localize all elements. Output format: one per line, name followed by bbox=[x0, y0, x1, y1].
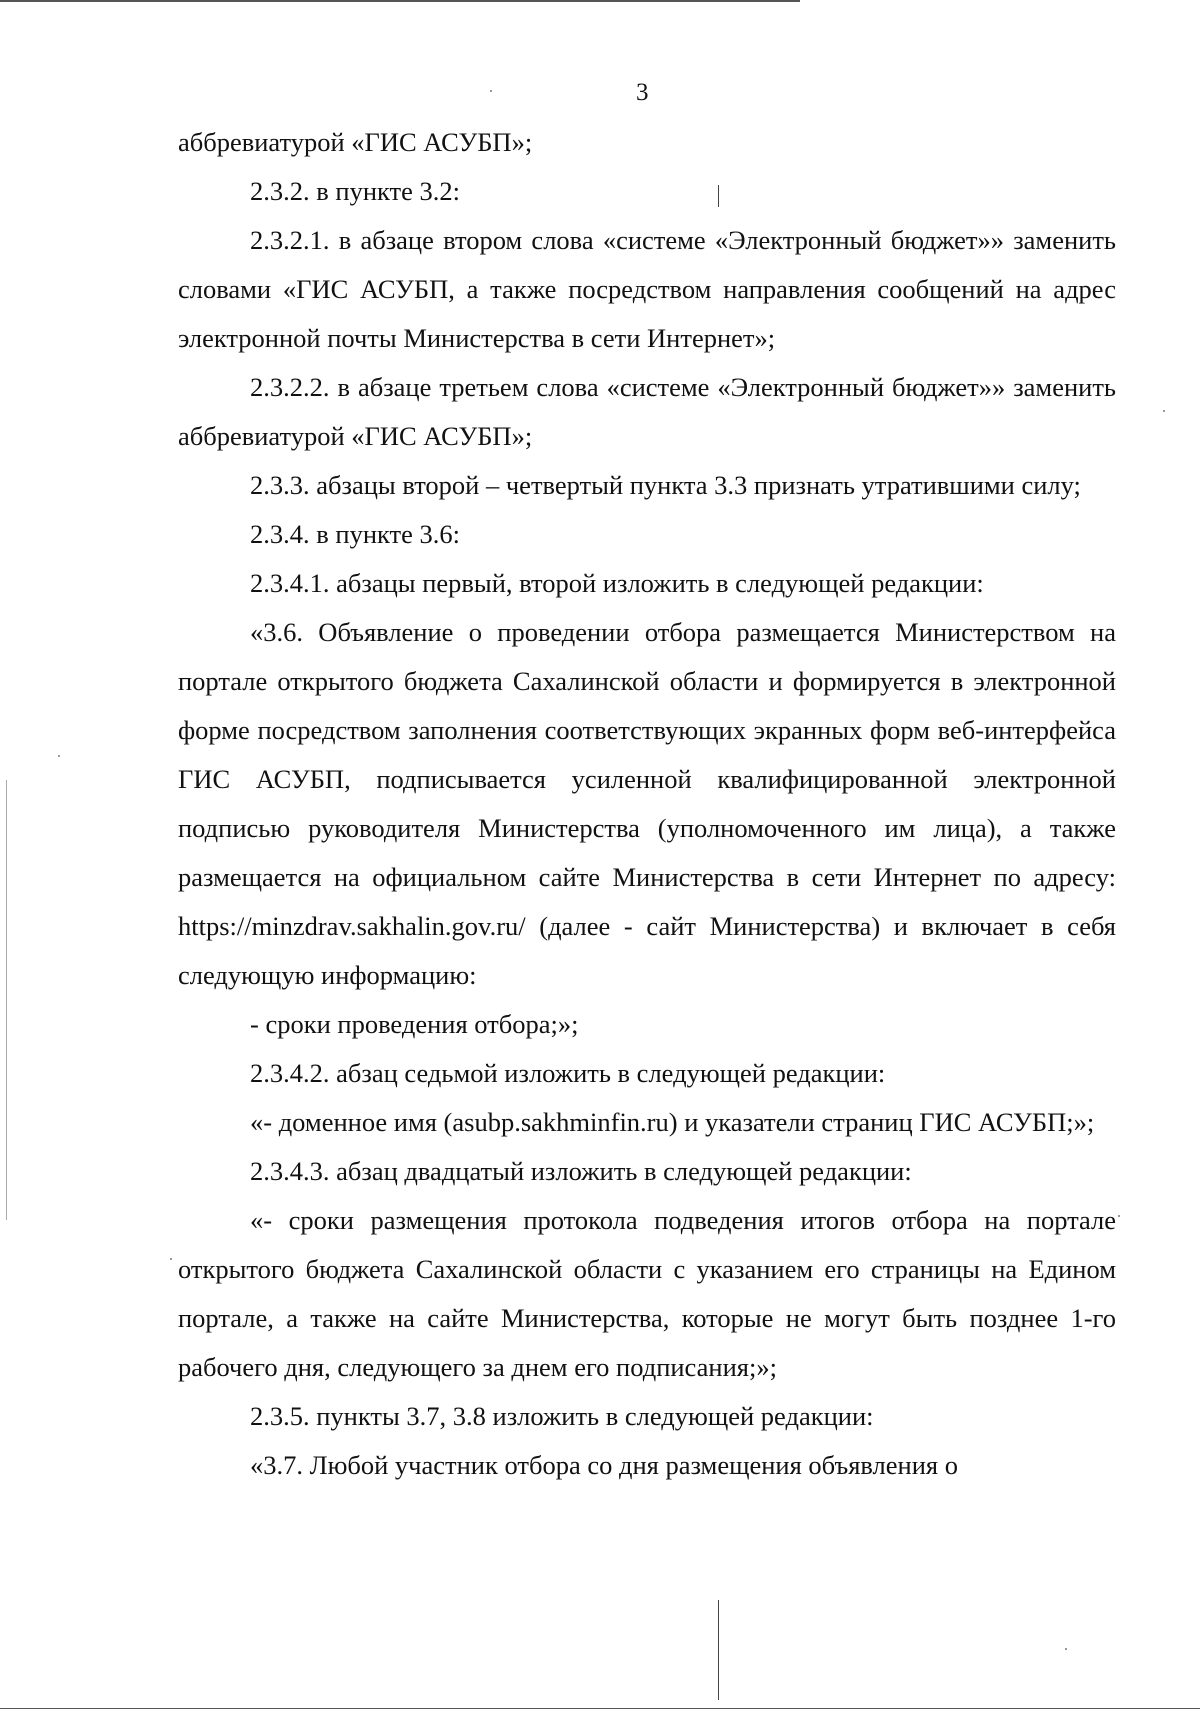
paragraph: аббревиатурой «ГИС АСУБП»; bbox=[178, 127, 533, 157]
paragraph: «- доменное имя (asubp.sakhminfin.ru) и указатели страниц ГИС АСУБП;»; bbox=[250, 1107, 1095, 1137]
scan-speck bbox=[58, 755, 60, 757]
paragraph: 2.3.4.1. абзацы первый, второй изложить в следующей редакции: bbox=[250, 568, 984, 598]
paragraph: «- сроки размещения протокола подведения итогов отбора на портале открытого бюджета Сахалинской области с указанием его страницы на Едином портале, а также на сайте Министерства, которые не могут быть позднее 1-го рабочего дня, следующего за днем его подписания;»; bbox=[178, 1205, 1116, 1382]
paragraph: - сроки проведения отбора;»; bbox=[250, 1009, 579, 1039]
paragraph: 2.3.4. в пункте 3.6: bbox=[250, 519, 460, 549]
paragraph: 2.3.4.3. абзац двадцатый изложить в следующей редакции: bbox=[250, 1156, 912, 1186]
top-edge-line bbox=[0, 0, 800, 2]
paragraph: «3.7. Любой участник отбора со дня размещения объявления о bbox=[250, 1450, 958, 1480]
scan-speck bbox=[170, 1258, 172, 1260]
paragraph: 2.3.3. абзацы второй – четвертый пункта 3.3 признать утратившими силу; bbox=[250, 470, 1081, 500]
paragraph: 2.3.2.2. в абзаце третьем слова «системе «Электронный бюджет»» заменить аббревиатурой «ГИС АСУБП»; bbox=[178, 372, 1116, 451]
paragraph: 2.3.4.2. абзац седьмой изложить в следующей редакции: bbox=[250, 1058, 886, 1088]
paragraph: 2.3.2.1. в абзаце втором слова «системе «Электронный бюджет»» заменить словами «ГИС АСУБП, а также посредством направления сообщений на адрес электронной почты Министерства в сети Интернет»; bbox=[178, 225, 1116, 353]
scan-speck bbox=[490, 90, 492, 92]
page-number: 3 bbox=[636, 79, 649, 106]
scan-speck bbox=[1163, 410, 1165, 412]
bottom-edge-line bbox=[0, 1708, 1200, 1709]
scan-speck bbox=[1065, 1648, 1067, 1650]
scan-speck bbox=[1118, 1215, 1120, 1217]
binding-mark bbox=[718, 1600, 719, 1700]
document-body bbox=[178, 118, 1116, 1490]
paragraph: «3.6. Объявление о проведении отбора размещается Министерством на портале открытого бюджета Сахалинской области и формируется в электронной форме посредством заполнения соответствующих экранных форм веб-интерфейса ГИС АСУБП, подписывается усиленной квалифицированной электронной подписью руководителя Министерства (уполномоченного им лица), а также размещается на официальном сайте Министерства в сети Интернет по адресу: https://minzdrav.sakhalin.gov.ru/ (далее - сайт Министерства) и включает в себя следующую информацию: bbox=[178, 617, 1116, 990]
paragraph: 2.3.5. пункты 3.7, 3.8 изложить в следующей редакции: bbox=[250, 1401, 874, 1431]
left-margin-line bbox=[6, 780, 7, 1220]
paragraph: 2.3.2. в пункте 3.2: bbox=[250, 176, 460, 206]
